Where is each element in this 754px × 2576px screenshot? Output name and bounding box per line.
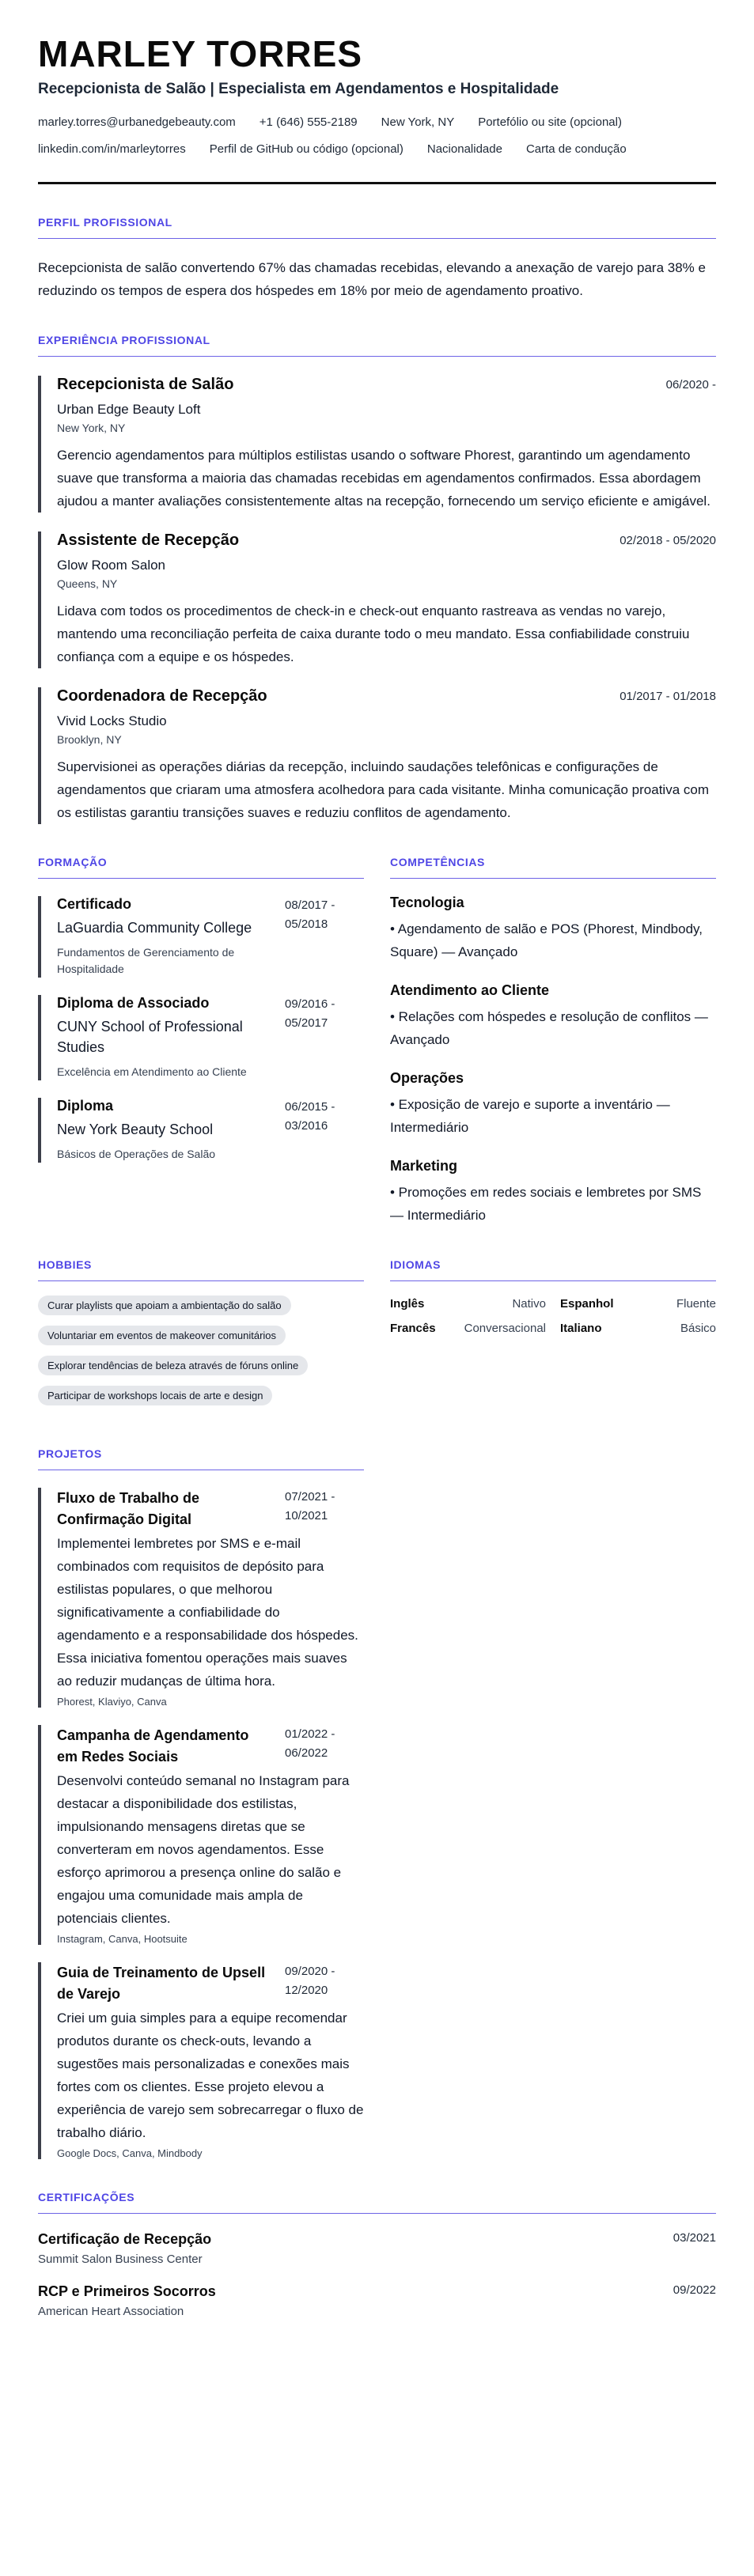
section-title-certifications: CERTIFICAÇÕES [38,2191,135,2204]
project-title: Fluxo de Trabalho de Confirmação Digital [57,1490,200,1528]
language-item [560,1297,716,1311]
skill-category: Operações [390,1070,464,1087]
section-divider [38,2213,716,2214]
skill-item: • Promoções em redes sociais e lembretes por SMS — Intermediário [390,1185,702,1224]
projects-row-spacer [390,1416,716,2159]
project-title: Campanha de Agendamento em Redes Sociais [57,1727,249,1765]
experience-item [38,376,716,513]
section-title-projects: PROJETOS [38,1447,102,1461]
section-divider [390,878,716,879]
project-item [38,1962,364,2159]
skills-section [390,824,716,1227]
education-dates: 09/2016 - 05/2017 [285,997,335,1031]
experience-item [38,531,716,668]
language-name: Italiano [560,1322,602,1336]
language-name: Inglês [390,1297,425,1311]
section-divider [38,1280,364,1281]
skills-list [390,895,716,1227]
language-name: Espanhol [560,1297,614,1311]
language-level: Nativo [512,1297,546,1311]
project-tools: Phorest, Klaviyo, Canva [57,1696,167,1708]
contact-linkedin[interactable]: linkedin.com/in/marleytorres [38,142,186,157]
experience-item [38,687,716,824]
section-title-hobbies: HOBBIES [38,1258,92,1272]
language-level: Fluente [676,1297,716,1311]
contact-portfolio[interactable]: Portefólio ou site (opcional) [478,115,622,130]
project-title: Guia de Treinamento de Upsell de Varejo [57,1965,266,2003]
job-description: Gerencio agendamentos para múltiplos estilistas usando o software Phorest, garantindo um agendamento suave que transforma a maioria das chamadas recebidas em agendamentos confirmados. Essa abordagem ajudou a manter avaliações consistentemente altas na recepção, fornecendo um serviço eficiente e amigável. [57,448,710,509]
language-item [390,1322,546,1335]
hobby-chip: Explorar tendências de beleza através de fóruns online [38,1356,308,1375]
certification-item [38,2283,716,2318]
field-of-study: Fundamentos de Gerenciamento de Hospitalidade [57,946,235,976]
field-of-study: Excelência em Atendimento ao Cliente [57,1065,247,1079]
job-title: Assistente de Recepção [57,531,240,550]
job-description: Supervisionei as operações diárias da recepção, incluindo saudações telefônicas e configurações de agendamentos que criaram uma atmosfera acolhedora para cada visitante. Minha comunicação proativa com os estilistas garantiu transições suaves e reduziu conflitos de agendamento. [57,759,710,821]
language-item [390,1297,546,1311]
project-description: Desenvolvi conteúdo semanal no Instagram para destacar a disponibilidade dos estilistas, impulsionando mensagens diretas que se converteram em novos agendamentos. Esse esforço aprimorou a presença online do salão e engajou uma comunidade mais ampla de potenciais clientes. [57,1773,350,1927]
hobby-chip: Participar de workshops locais de arte e design [38,1386,272,1405]
project-tools: Instagram, Canva, Hootsuite [57,1933,188,1946]
education-item [38,995,364,1080]
hobbies-languages-row [38,1227,716,1416]
candidate-title: Recepcionista de Salão | Especialista em Agendamentos e Hospitalidade [38,81,559,98]
skill-item: • Relações com hóspedes e resolução de conflitos — Avançado [390,1009,708,1048]
contact-location: New York, NY [381,115,455,130]
job-location: New York, NY [57,422,126,435]
project-description: Implementei lembretes por SMS e e-mail combinados com requisitos de depósito para estilistas populares, o que melhorou significativamente a confiabilidade do agendamento e a responsabilidade dos hóspedes. Essa iniciativa fomentou operações mais suaves ao reduzir mudanças de última hora. [57,1536,358,1689]
project-tools: Google Docs, Canva, Mindbody [57,2147,203,2160]
experience-section [38,334,716,824]
contact-phone: +1 (646) 555-2189 [259,115,358,130]
header-divider [38,182,716,184]
job-title: Coordenadora de Recepção [57,687,267,705]
certification-issuer: American Heart Association [38,2305,184,2319]
section-title-skills: COMPETÊNCIAS [390,856,485,869]
project-description: Criei um guia simples para a equipe recomendar produtos durante os check-outs, levando a sugestões mais personalizadas e conexões mais fortes com os clientes. Esse projeto elevou a experiência de varejo sem sobrecarregar o fluxo de trabalho diário. [57,2010,364,2141]
section-title-languages: IDIOMAS [390,1258,441,1272]
profile-section [38,216,716,302]
school-name: New York Beauty School [57,1122,214,1138]
job-dates: 01/2017 - 01/2018 [619,690,716,704]
projects-row [38,1416,716,2159]
job-dates: 06/2020 - [665,378,716,392]
contact-nationality: Nacionalidade [426,142,502,157]
degree-name: Certificado [57,896,132,913]
education-dates: 08/2017 - 05/2018 [285,898,335,932]
languages-section [390,1227,716,1416]
degree-name: Diploma [57,1098,114,1114]
hobbies-section [38,1227,364,1416]
language-item [560,1322,716,1335]
section-title-education: FORMAÇÃO [38,856,108,869]
profile-summary: Recepcionista de salão convertendo 67% das chamadas recebidas, elevando a anexação de varejo para 38% e reduzindo os tempos de espera dos hóspedes em 18% por meio de agendamento proativo. [38,260,706,299]
skill-category: Tecnologia [390,895,464,911]
project-item [38,1725,364,1945]
project-item [38,1488,364,1708]
education-dates: 06/2015 - 03/2016 [285,1100,335,1133]
education-skills-row [38,824,716,1227]
section-title-experience: EXPERIÊNCIA PROFISSIONAL [38,334,210,347]
degree-name: Diploma de Associado [57,995,210,1012]
section-divider [38,878,364,879]
section-divider [390,1280,716,1281]
language-level: Conversacional [464,1322,546,1336]
contact-email[interactable]: marley.torres@urbanedgebeauty.com [38,115,236,130]
certification-item [38,2231,716,2266]
resume-header [38,35,716,184]
certification-date: 09/2022 [673,2283,716,2298]
skill-category: Marketing [390,1158,458,1175]
skill-item: • Agendamento de salão e POS (Phorest, Mindbody, Square) — Avançado [390,921,703,960]
skill-category: Atendimento ao Cliente [390,982,550,999]
job-title: Recepcionista de Salão [57,376,234,394]
education-item [38,896,364,978]
project-dates: 07/2021 - 10/2021 [285,1490,335,1523]
project-dates: 01/2022 - 06/2022 [285,1727,335,1761]
job-location: Brooklyn, NY [57,733,122,747]
certification-date: 03/2021 [673,2231,716,2245]
section-divider [38,356,716,357]
company-name: Vivid Locks Studio [57,713,167,729]
contact-driving-license: Carta de condução [525,142,627,157]
projects-section [38,1416,364,2159]
contact-list [38,115,716,169]
certification-name: RCP e Primeiros Socorros [38,2283,216,2300]
candidate-name: MARLEY TORRES [38,33,363,74]
contact-github[interactable]: Perfil de GitHub ou código (opcional) [209,142,404,157]
company-name: Glow Room Salon [57,558,166,573]
school-name: LaGuardia Community College [57,920,252,936]
education-section [38,824,364,1227]
skill-item: • Exposição de varejo e suporte a inventário — Intermediário [390,1097,670,1136]
job-description: Lidava com todos os procedimentos de check-in e check-out enquanto rastreava as vendas no varejo, mantendo uma reconciliação perfeita de caixa durante todo o meu mandato. Essa confiabilidade construiu confiança com a equipe e os hóspedes. [57,603,690,665]
certification-name: Certificação de Recepção [38,2231,212,2248]
education-item [38,1098,364,1163]
language-list [390,1297,716,1335]
job-dates: 02/2018 - 05/2020 [619,534,716,548]
language-name: Francês [390,1322,436,1336]
section-divider [38,238,716,239]
hobby-list [38,1296,364,1416]
language-level: Básico [680,1322,716,1336]
certifications-section [38,2191,716,2318]
hobby-chip: Curar playlists que apoiam a ambientação do salão [38,1296,291,1315]
job-location: Queens, NY [57,577,118,591]
company-name: Urban Edge Beauty Loft [57,402,201,418]
project-dates: 09/2020 - 12/2020 [285,1965,335,1998]
school-name: CUNY School of Professional Studies [57,1019,243,1056]
section-title-profile: PERFIL PROFISSIONAL [38,216,172,229]
certification-issuer: Summit Salon Business Center [38,2253,203,2267]
field-of-study: Básicos de Operações de Salão [57,1148,216,1161]
hobby-chip: Voluntariar em eventos de makeover comunitários [38,1326,286,1345]
